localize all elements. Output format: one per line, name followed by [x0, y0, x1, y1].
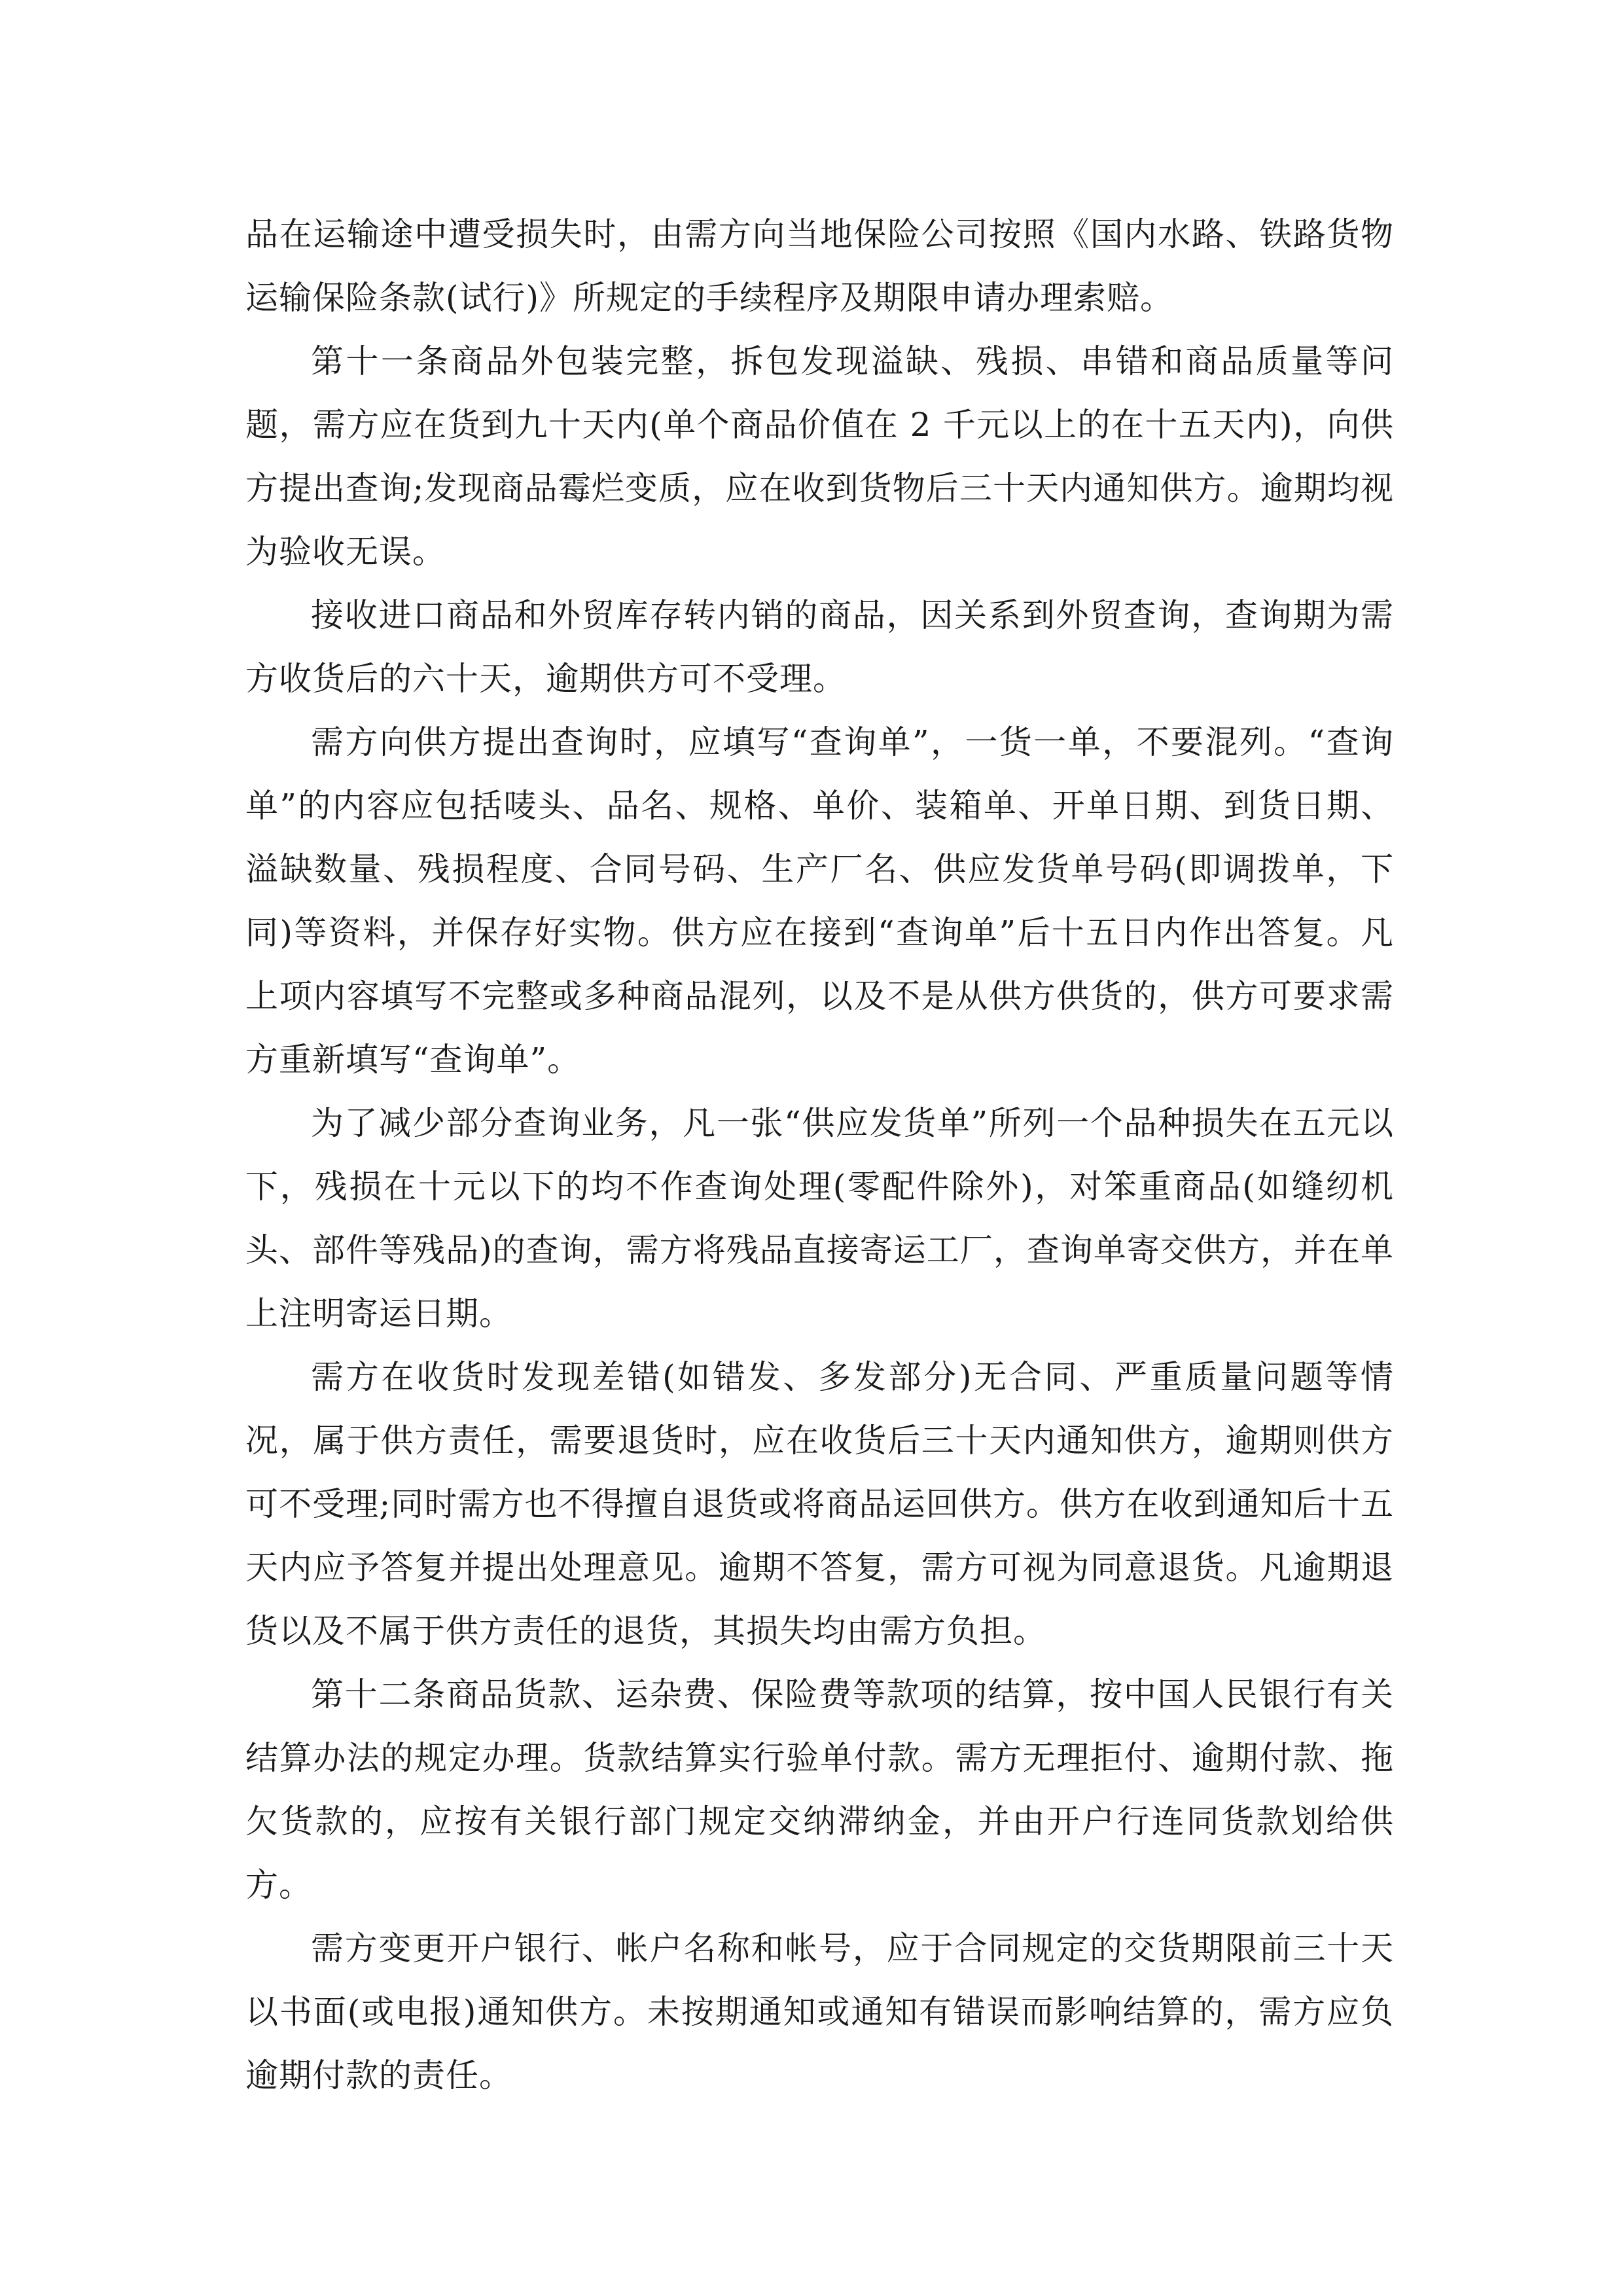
paragraph-reduce-inquiries: 为了减少部分查询业务，凡一张“供应发货单”所列一个品种损失在五元以下，残损在十元以下的均不作查询处理(零配件除外)，对笨重商品(如缝纫机头、部件等残品)的查询，需方将残品直接寄运工厂，查询单寄交供方，并在单上注明寄运日期。 [245, 1104, 1394, 1333]
document-body [245, 203, 1394, 2108]
paragraph-returns: 需方在收货时发现差错(如错发、多发部分)无合同、严重质量问题等情况，属于供方责任，需要退货时，应在收货后三十天内通知供方，逾期则供方可不受理;同时需方也不得擅自退货或将商品运回供方。供方在收到通知后十五天内应予答复并提出处理意见。逾期不答复，需方可视为同意退货。凡逾期退货以及不属于供方责任的退货，其损失均由需方负担。 [245, 1358, 1394, 1650]
paragraph-import-goods: 接收进口商品和外贸库存转内销的商品，因关系到外贸查询，查询期为需方收货后的六十天，逾期供方可不受理。 [245, 596, 1394, 698]
paragraph-article-11: 第十一条商品外包装完整，拆包发现溢缺、残损、串错和商品质量等问题，需方应在货到九十天内(单个商品价值在 2 千元以上的在十五天内)，向供方提出查询;发现商品霉烂变质，应在收到货物后三十天内通知供方。逾期均视为验收无误。 [245, 342, 1394, 571]
paragraph-inquiry-form: 需方向供方提出查询时，应填写“查询单”，一货一单，不要混列。“查询单”的内容应包括唛头、品名、规格、单价、装箱单、开单日期、到货日期、溢缺数量、残损程度、合同号码、生产厂名、供应发货单号码(即调拨单，下同)等资料，并保存好实物。供方应在接到“查询单”后十五日内作出答复。凡上项内容填写不完整或多种商品混列，以及不是从供方供货的，供方可要求需方重新填写“查询单”。 [245, 723, 1394, 1079]
paragraph-continuation: 品在运输途中遭受损失时，由需方向当地保险公司按照《国内水路、铁路货物运输保险条款(试行)》所规定的手续程序及期限申请办理索赔。 [245, 215, 1394, 317]
paragraph-article-12: 第十二条商品货款、运杂费、保险费等款项的结算，按中国人民银行有关结算办法的规定办理。货款结算实行验单付款。需方无理拒付、逾期付款、拖欠货款的，应按有关银行部门规定交纳滞纳金，并由开户行连同货款划给供方。 [245, 1676, 1394, 1904]
paragraph-bank-change: 需方变更开户银行、帐户名称和帐号，应于合同规定的交货期限前三十天以书面(或电报)通知供方。未按期通知或通知有错误而影响结算的，需方应负逾期付款的责任。 [245, 1929, 1394, 2094]
